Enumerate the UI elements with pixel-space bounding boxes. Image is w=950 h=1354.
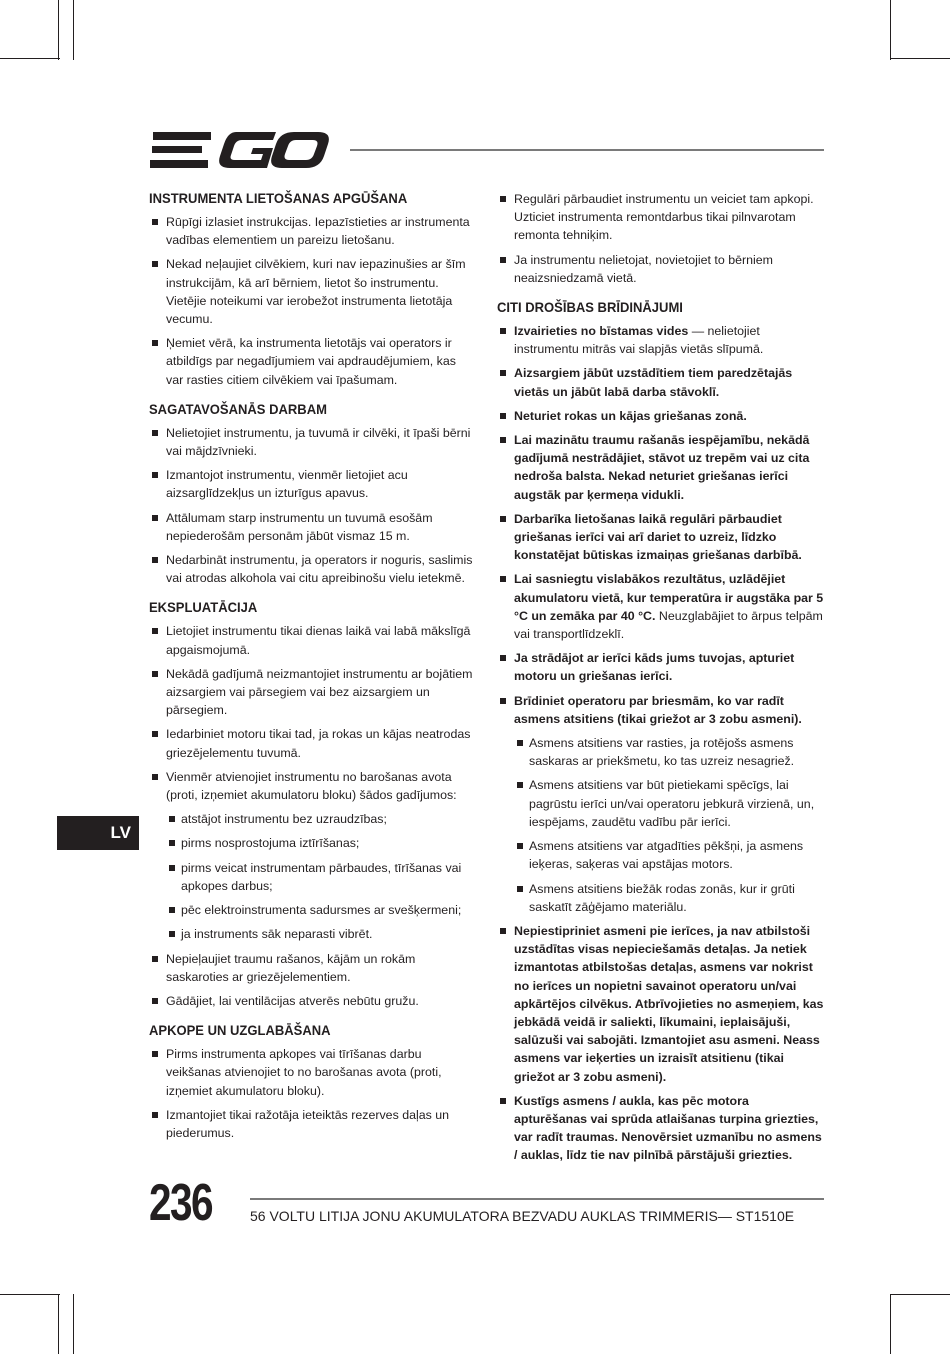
list-item: Rūpīgi izlasiet instrukcijas. Iepazīstieties ar instrumenta vadības elementiem un pareizu lietošanu. — [149, 213, 476, 249]
bullet-list — [149, 622, 476, 1010]
section-heading: APKOPE UN UZGLABĀŠANA — [149, 1022, 331, 1039]
footer-rule — [250, 1198, 824, 1200]
bullet-list — [497, 322, 825, 1165]
sub-list-item: pēc elektroinstrumenta sadursmes ar svešķermeni; — [166, 901, 476, 919]
list-item: Kustīgs asmens / aukla, kas pēc motora apturēšanas vai sprūda atlaišanas turpina griezties, var radīt traumas. Nenovērsiet uzmanību no asmens / auklas, līdz tie nav pilnībā pārstājuši griezties. — [497, 1092, 825, 1165]
bullet-list — [149, 1045, 476, 1142]
footer-title: 56 VOLTU LITIJA JONU AKUMULATORA BEZVADU AUKLAS TRIMMERIS— ST1510E — [250, 1208, 795, 1224]
list-item: Lai sasniegtu vislabākos rezultātus, uzlādējiet akumulatoru vietā, kur temperatūra ir augstāka par 5 °C un zemāka par 40 °C. Neuzglabājiet to ārpus telpām vai transportlīdzeklī. — [497, 570, 825, 643]
list-item: Darbarīka lietošanas laikā regulāri pārbaudiet griešanas ierīci vai arī dariet to uzreiz, līdzko konstatējat būtiskas izmaiņas griešanas darbībā. — [497, 510, 825, 565]
section-heading: CITI DROŠĪBAS BRĪDINĀJUMI — [497, 299, 683, 316]
sub-list-item: pirms nosprostojuma iztīrīšanas; — [166, 834, 476, 852]
crop-mark — [73, 0, 74, 60]
list-item-text: Vienmēr atvienojiet instrumentu no barošanas avota (proti, izņemiet akumulatoru bloku) šādos gadījumos: — [166, 769, 457, 803]
list-item: Neturiet rokas un kājas griešanas zonā. — [497, 407, 825, 425]
sub-list-item: ja instruments sāk neparasti vibrēt. — [166, 925, 476, 943]
crop-mark — [890, 1294, 950, 1295]
sub-bullet-list — [166, 810, 476, 943]
list-item: Nelietojiet instrumentu, ja tuvumā ir cilvēki, it īpaši bērni vai mājdzīvnieki. — [149, 424, 476, 460]
crop-mark — [73, 1294, 74, 1354]
list-item: Attālumam starp instrumentu un tuvumā esošām nepiederošām personām jābūt vismaz 15 m. — [149, 509, 476, 545]
language-tab: LV — [57, 816, 139, 850]
list-item: Ņemiet vērā, ka instrumenta lietotājs vai operators ir atbildīgs par negadījumiem vai apdraudējumiem, kas var rasties citiem cilvēkiem vai īpašumam. — [149, 334, 476, 389]
list-item: Aizsargiem jābūt uzstādītiem tiem paredzētajās vietās un jābūt labā darba stāvoklī. — [497, 364, 825, 400]
crop-mark — [58, 1294, 59, 1354]
list-item: Nekādā gadījumā neizmantojiet instrumentu ar bojātiem aizsargiem vai pārsegiem vai bez aizsargiem un pārsegiem. — [149, 665, 476, 720]
list-item: Brīdiniet operatoru par briesmām, ko var radīt asmens atsitiens (tikai griežot ar 3 zobu asmeni). Asmens atsitiens var rasties, ja rotējošs asmens saskaras ar priekšmetu, ko tas uzreiz nesagriež. Asmens atsitiens var būt pietiekami spēcīgs, lai pagrūstu ierīci un/vai operatoru jebkurā virzienā, un, iespējams, zaudētu vadību pār ierīci. Asmens atsitiens var atgadīties pēkšņi, ja asmens ieķeras, saķeras vai apstājas motors. Asmens atsitiens biežāk rodas zonās, kur ir grūti saskatīt zāģējamo materiālu. — [497, 692, 825, 916]
sub-list-item: Asmens atsitiens var rasties, ja rotējošs asmens saskaras ar priekšmetu, ko tas uzreiz nesagriež. — [514, 734, 825, 770]
crop-mark — [58, 0, 59, 60]
list-item: Regulāri pārbaudiet instrumentu un veiciet tam apkopi. Uzticiet instrumenta remontdarbus tikai pilnvarotam remonta tehniķim. — [497, 190, 825, 245]
list-item: Lietojiet instrumentu tikai dienas laikā vai labā mākslīgā apgaismojumā. — [149, 622, 476, 658]
bullet-list — [149, 213, 476, 389]
sub-bullet-list — [514, 734, 825, 916]
list-item: Lai mazinātu traumu rašanās iespējamību, nekādā gadījumā nestrādājiet, stāvot uz trepēm vai uz cita nedroša balsta. Nekad neturiet griešanas ierīci augstāk par ķermeņa vidukli. — [497, 431, 825, 504]
page-number: 236 — [149, 1174, 212, 1232]
list-item: Ja instrumentu nelietojat, novietojiet to bērniem neaizsniedzamā vietā. — [497, 251, 825, 287]
crop-mark — [0, 1294, 60, 1295]
crop-mark — [890, 0, 891, 60]
right-column — [497, 190, 825, 1171]
sub-list-item: Asmens atsitiens biežāk rodas zonās, kur ir grūti saskatīt zāģējamo materiālu. — [514, 880, 825, 916]
sub-list-item: Asmens atsitiens var atgadīties pēkšņi, ja asmens ieķeras, saķeras vai apstājas motors. — [514, 837, 825, 873]
list-item: Izvairieties no bīstamas vides — nelietojiet instrumentu mitrās vai slapjās vietās slīpumā. — [497, 322, 825, 358]
list-item: Nekad neļaujiet cilvēkiem, kuri nav iepazinušies ar šīm instrukcijām, kā arī bērniem, lietot šo instrumentu. Vietējie noteikumi var ierobežot instrumenta lietotāja vecumu. — [149, 255, 476, 328]
list-item: Nepiestipriniet asmeni pie ierīces, ja nav atbilstoši uzstādītas visas nepieciešamās detaļas. Ja netiek izmantotas atbilstošas detaļas, asmens var nokrist no ierīces un nopietni savainot operatoru un/vai apkārtējos cilvēkus. Atbrīvojieties no asmeņiem, kas jebkādā veidā ir saliekti, līkumaini, ieplaisājuši, salūzuši vai sabojāti. Izmantojiet asu asmeni. Neass asmens var ieķerties un izraisīt atsitienu (tikai griežot ar 3 zobu asmeni). — [497, 922, 825, 1086]
crop-mark — [890, 1294, 891, 1354]
ego-logo — [150, 130, 330, 170]
crop-mark — [890, 58, 950, 59]
list-item: Nepieļaujiet traumu rašanos, kājām un rokām saskaroties ar griezējelementiem. — [149, 950, 476, 986]
list-item: Iedarbiniet motoru tikai tad, ja rokas un kājas neatrodas griezējelementu tuvumā. — [149, 725, 476, 761]
section-heading: EKSPLUATĀCIJA — [149, 599, 258, 616]
bullet-list — [497, 190, 825, 287]
sub-list-item: atstājot instrumentu bez uzraudzības; — [166, 810, 476, 828]
list-item: Pirms instrumenta apkopes vai tīrīšanas darbu veikšanas atvienojiet to no barošanas avota (proti, izņemiet akumulatoru bloku). — [149, 1045, 476, 1100]
left-column — [149, 190, 476, 1148]
section-heading: SAGATAVOŠANĀS DARBAM — [149, 400, 327, 417]
list-item: Izmantojot instrumentu, vienmēr lietojiet acu aizsarglīdzekļus un izturīgus apavus. — [149, 466, 476, 502]
crop-mark — [0, 58, 60, 59]
list-item: Ja strādājot ar ierīci kāds jums tuvojas, apturiet motoru un griešanas ierīci. — [497, 649, 825, 685]
sub-list-item: Asmens atsitiens var būt pietiekami spēcīgs, lai pagrūstu ierīci un/vai operatoru jebkurā virzienā, un, iespējams, zaudētu vadību pār ierīci. — [514, 776, 825, 831]
list-item: Izmantojiet tikai ražotāja ieteiktās rezerves daļas un piederumus. — [149, 1106, 476, 1142]
header-rule — [350, 149, 824, 151]
sub-list-item: pirms veicat instrumentam pārbaudes, tīrīšanas vai apkopes darbus; — [166, 859, 476, 895]
list-item — [149, 768, 476, 944]
section-heading: INSTRUMENTA LIETOŠANAS APGŪŠANA — [149, 190, 408, 206]
bullet-list — [149, 424, 476, 588]
list-item: Nedarbināt instrumentu, ja operators ir noguris, saslimis vai atrodas alkohola vai citu apreibinošu vielu ietekmē. — [149, 551, 476, 587]
list-item: Gādājiet, lai ventilācijas atverēs nebūtu gružu. — [149, 992, 476, 1010]
